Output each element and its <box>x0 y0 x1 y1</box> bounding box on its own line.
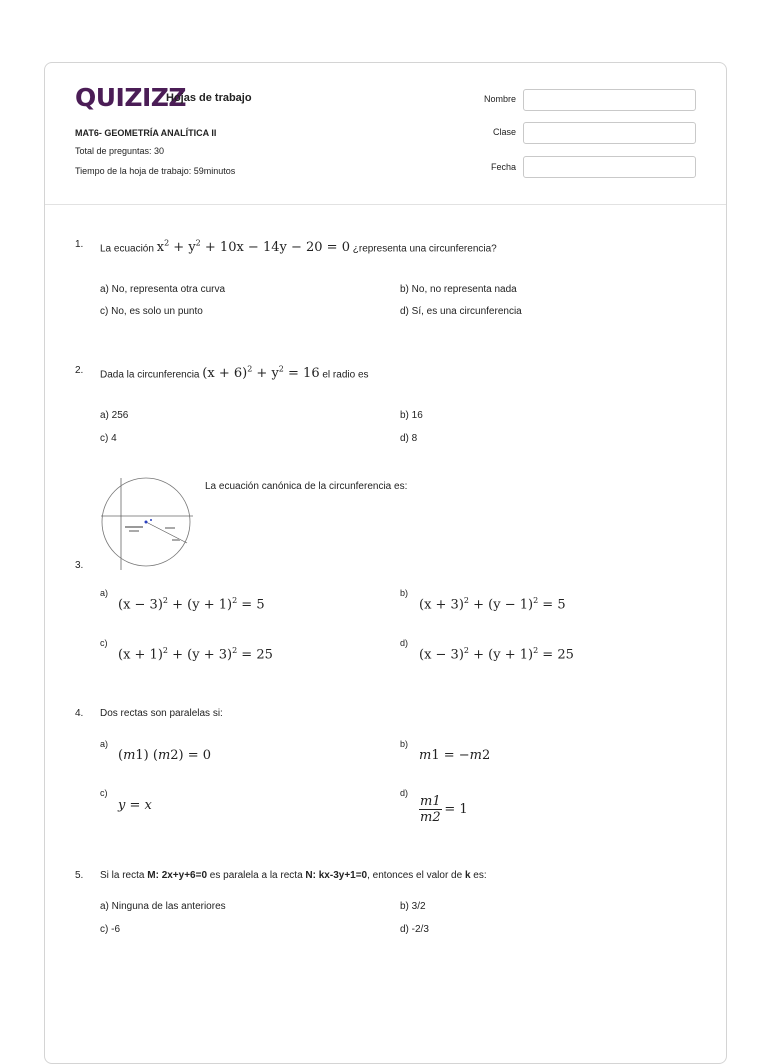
clase-field[interactable] <box>523 122 696 144</box>
option-d: $\frac{m1}{m2}$ = 1 <box>420 794 468 825</box>
option-c-label: c) <box>100 788 108 798</box>
worksheet-card <box>44 62 727 1064</box>
question-text: Dada la circunferencia $(x + 6)^2 + y^2 = 16$ el radio es <box>100 365 369 382</box>
fecha-field[interactable] <box>523 156 696 178</box>
option-c: c) No, es solo un punto <box>100 306 203 317</box>
question-text: La ecuación canónica de la circunferencia es: <box>205 481 408 492</box>
radius-line <box>146 522 187 543</box>
label-mark <box>129 530 139 532</box>
option-d-label: d) <box>400 638 409 648</box>
option-b: b) No, no representa nada <box>400 284 517 295</box>
question-text: Dos rectas son paralelas si: <box>100 708 223 719</box>
worksheet-title: MAT6- GEOMETRÍA ANALÍTICA II <box>75 128 217 138</box>
point <box>150 519 152 521</box>
question-number: 4. <box>75 708 84 719</box>
fecha-label: Fecha <box>490 162 516 172</box>
option-a-label: a) <box>100 588 109 598</box>
option-c: $(x + 1)^2 + (y + 3)^2 = 25$ <box>118 646 273 663</box>
option-a: a) No, representa otra curva <box>100 284 226 295</box>
total-questions: Total de preguntas: 30 <box>75 146 165 156</box>
equation: $x^2 + y^2 + 10x - 14y - 20 = 0$ <box>156 239 350 256</box>
option-c: c) -6 <box>100 924 120 935</box>
option-d: d) Sí, es una circunferencia <box>400 306 522 317</box>
fraction: $\frac{m1}{m2}$ <box>420 794 441 825</box>
option-a: a) Ninguna de las anteriores <box>100 901 226 912</box>
circle-graph <box>99 476 195 572</box>
option-b-label: b) <box>400 739 409 749</box>
option-c-label: c) <box>100 638 108 648</box>
option-b-label: b) <box>400 588 409 598</box>
option-a: a) 256 <box>100 410 129 421</box>
quizizz-logo: QUIZIZZ <box>75 83 187 112</box>
nombre-label: Nombre <box>483 94 516 104</box>
worksheet-header <box>45 63 726 205</box>
option-a: $(x - 3)^2 + (y + 1)^2 = 5$ <box>118 596 265 613</box>
option-b: $(x + 3)^2 + (y - 1)^2 = 5$ <box>419 596 566 613</box>
label-mark <box>165 527 175 529</box>
center-point <box>145 521 148 524</box>
option-c: y = x <box>118 798 152 813</box>
label-mark <box>125 526 143 528</box>
option-d: d) 8 <box>400 433 418 444</box>
option-c: c) 4 <box>100 433 117 444</box>
question-number: 1. <box>75 239 84 250</box>
clase-label: Clase <box>492 127 516 137</box>
option-d-label: d) <box>400 788 409 798</box>
equation: $(x + 6)^2 + y^2 = 16$ <box>202 365 320 382</box>
question-number: 2. <box>75 365 84 376</box>
logo-subtitle: Hojas de trabajo <box>166 92 252 104</box>
option-b: b) 3/2 <box>400 901 426 912</box>
worksheet-time: Tiempo de la hoja de trabajo: 59minutos <box>75 166 236 176</box>
option-a-label: a) <box>100 739 109 749</box>
option-d: d) -2/3 <box>400 924 429 935</box>
question-text: La ecuación $x^2 + y^2 + 10x - 14y - 20 = 0$ ¿representa una circunferencia? <box>100 239 497 256</box>
label-mark <box>172 539 180 541</box>
question-number: 5. <box>75 870 84 881</box>
option-b: m1 = −m2 <box>419 748 491 763</box>
option-b: b) 16 <box>400 410 423 421</box>
question-text: Si la recta M: 2x+y+6=0 es paralela a la recta N: kx-3y+1=0, entonces el valor de k es: <box>100 870 487 881</box>
nombre-field[interactable] <box>523 89 696 111</box>
question-number: 3. <box>75 560 84 571</box>
option-a: (m1) (m2) = 0 <box>118 748 212 763</box>
option-d: $(x - 3)^2 + (y + 1)^2 = 25$ <box>419 646 574 663</box>
